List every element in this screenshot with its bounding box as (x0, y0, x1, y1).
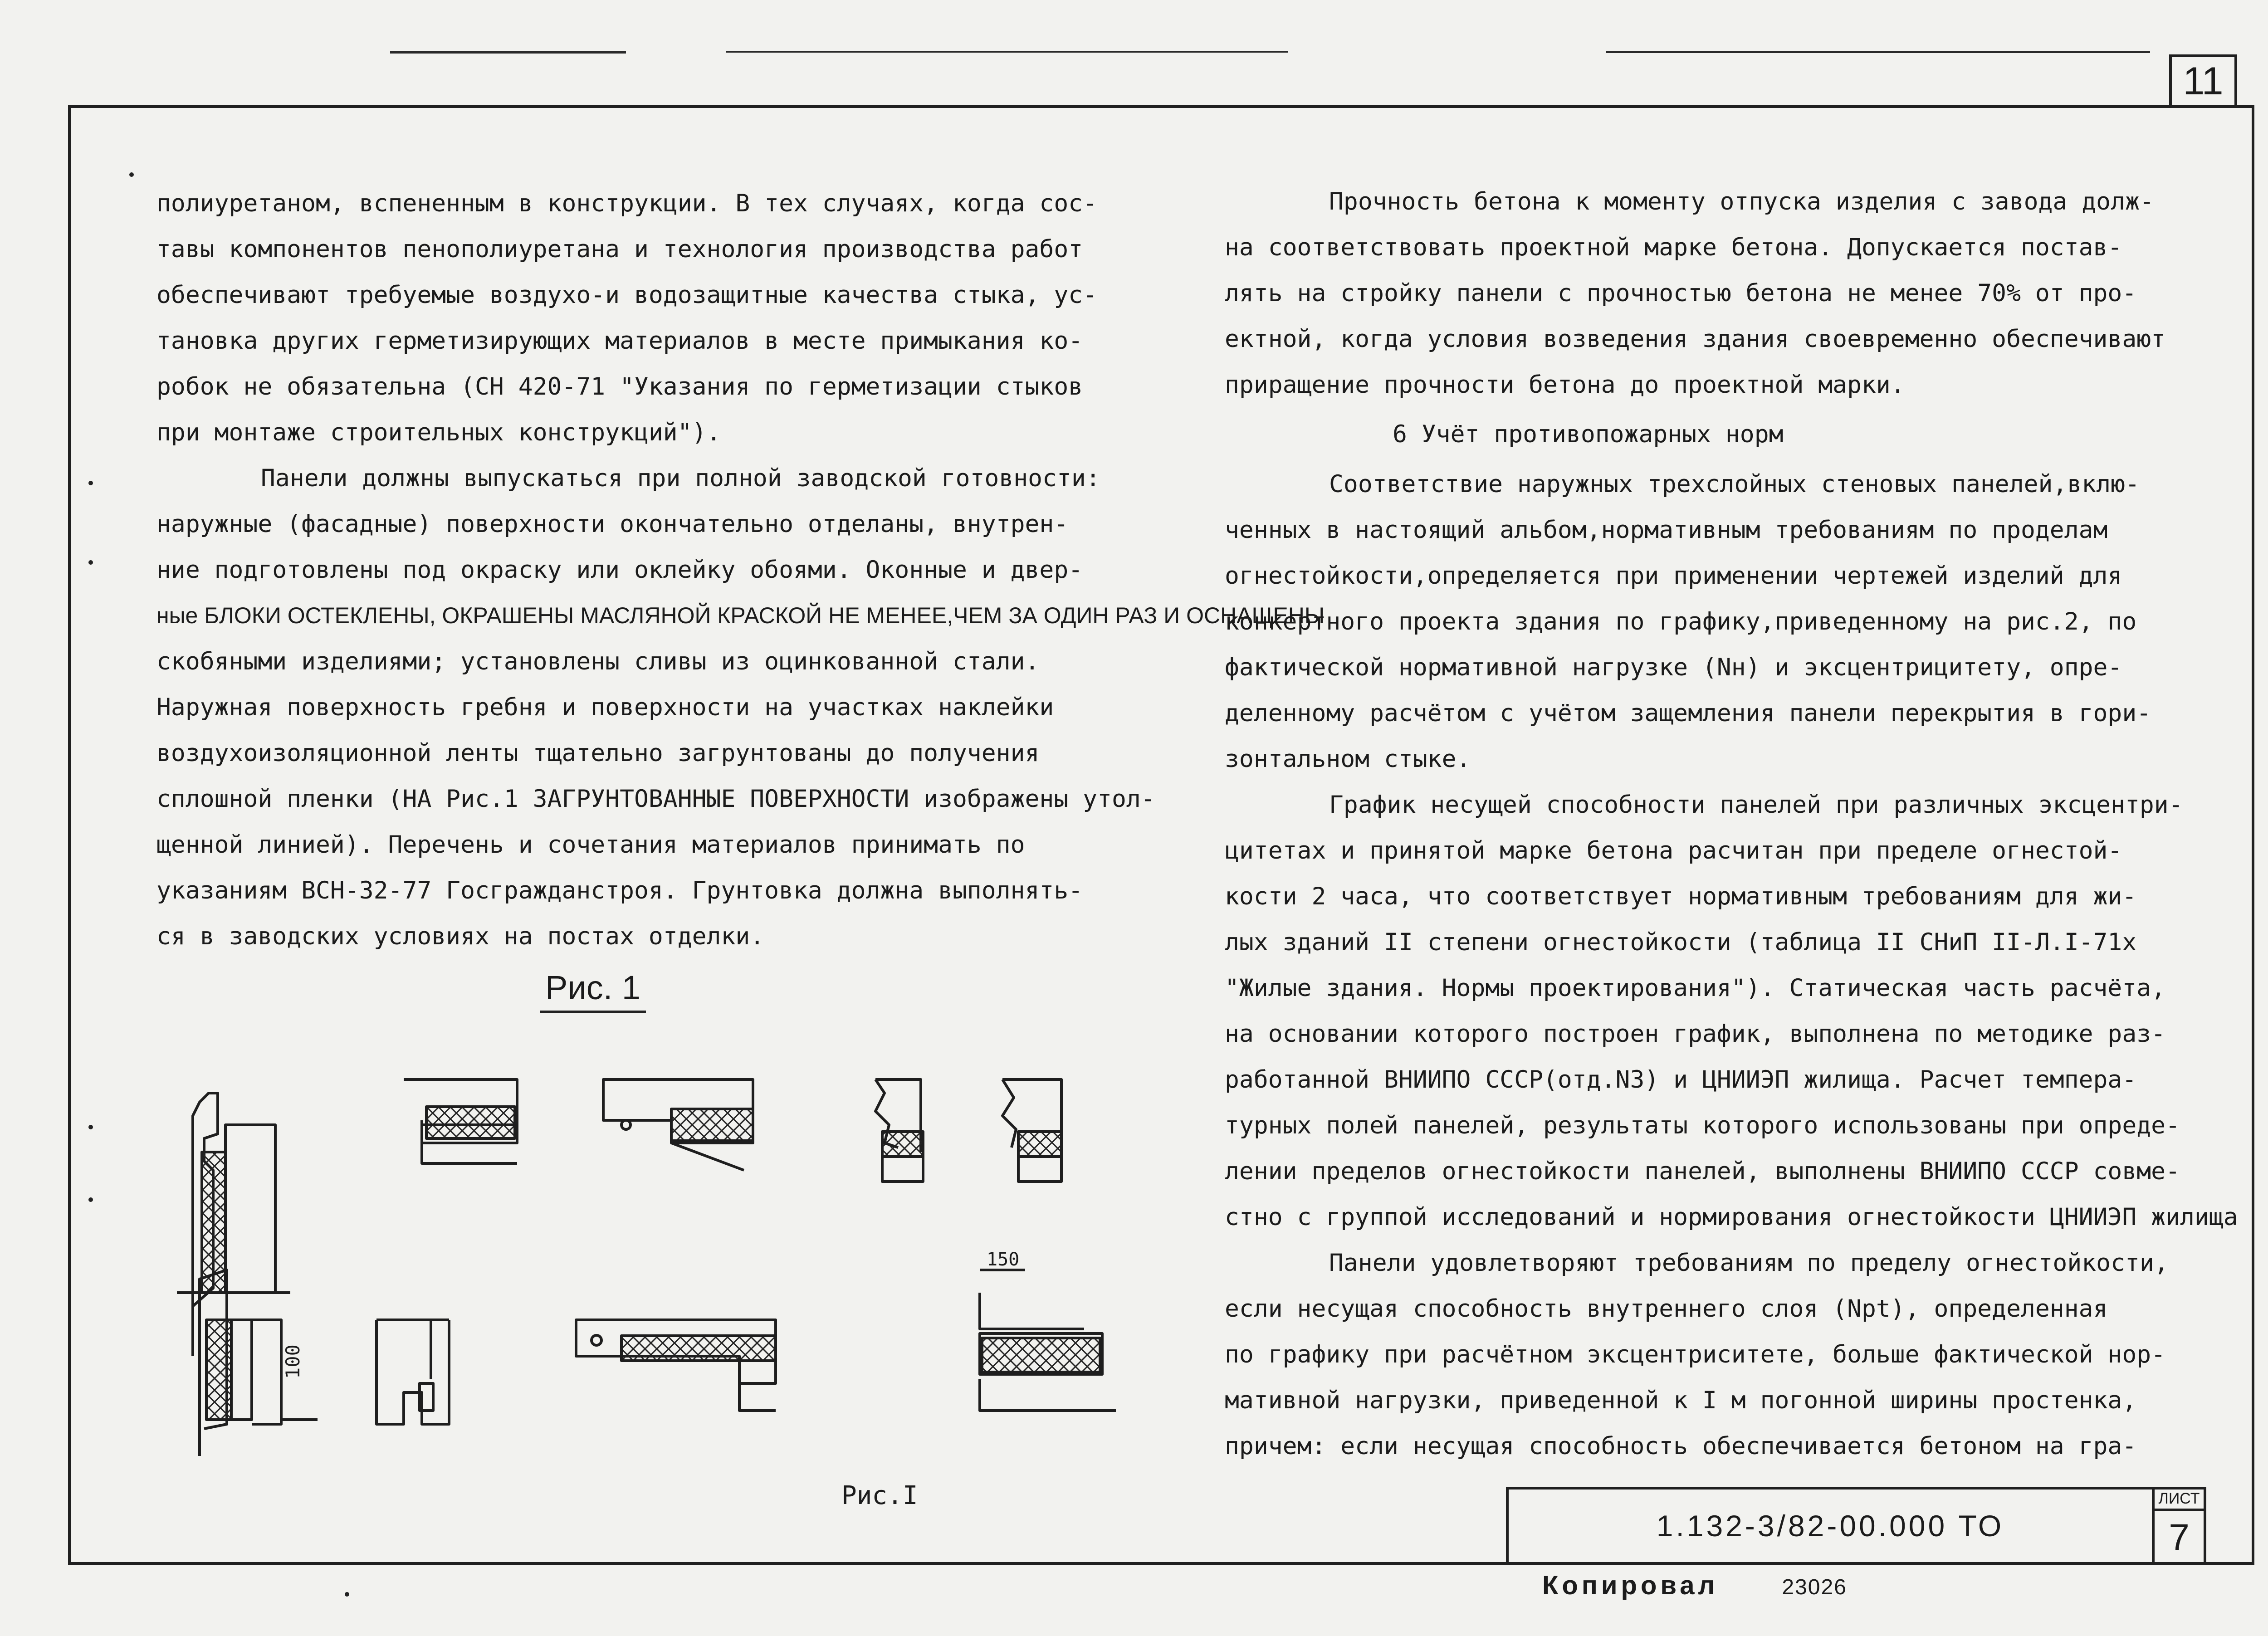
text-line: турных полей панелей, результаты которого использованы при опреде- (1225, 1112, 2180, 1139)
text-line: воздухоизоляционной ленты тщательно загрунтованы до получения (156, 739, 1040, 767)
text-line: конкертного проекта здания по графику,приведенному на рис.2, по (1225, 608, 2137, 635)
text-line: График несущей способности панелей при различных эксцентри- (1329, 791, 2183, 819)
text-line: сплошной пленки (НА Рис.1 ЗАГРУНТОВАННЫЕ ПОВЕРХНОСТИ изображены утол- (156, 785, 1155, 813)
top-streak-3 (1606, 51, 2150, 53)
left-paragraph-2 (156, 455, 1325, 959)
scan-speck (88, 1125, 93, 1129)
sheet-label: ЛИСТ (2155, 1489, 2204, 1511)
text-line: обеспечивают требуемые воздухо-и водозащитные качества стыка, ус- (156, 281, 1098, 309)
text-line: полиуретаном, вспененным в конструкции. В тех случаях, когда сос- (156, 190, 1098, 217)
right-column (1225, 179, 2238, 1469)
text-line: лении пределов огнестойкости панелей, выполнены ВНИИПО СССР совме- (1225, 1157, 2180, 1185)
scan-speck (88, 481, 93, 485)
text-line: лять на стройку панели с прочностью бетона не менее 70% от про- (1225, 279, 2137, 307)
text-line: тавы компонентов пенополиуретана и технология производства работ (156, 235, 1083, 263)
scan-speck (129, 172, 134, 177)
sheet-number: 7 (2169, 1517, 2190, 1558)
text-line: мативной нагрузки, приведенной к I м погонной ширины простенка, (1225, 1387, 2137, 1414)
copied-number: 23026 (1782, 1575, 1847, 1599)
joint-details-figure (150, 1066, 1148, 1465)
text-line: ектной, когда условия возведения здания своевременно обеспечивают (1225, 325, 2166, 353)
text-line: причем: если несущая способность обеспечивается бетоном на гра- (1225, 1432, 2137, 1460)
text-line: если несущая способность внутреннего слоя (Nрt), определенная (1225, 1295, 2108, 1323)
figure-caption: Рис.I (841, 1481, 918, 1510)
right-paragraph-3 (1225, 782, 2238, 1240)
text-line: робок не обязательна (СН 420-71 "Указания по герметизации стыков (156, 373, 1083, 400)
left-paragraph-1 (156, 181, 1325, 455)
left-column (156, 181, 1325, 959)
text-line: на соответствовать проектной марке бетона. Допускается постав- (1225, 234, 2122, 261)
text-line: лых зданий II степени огнестойкости (таблица II СНиП II-Л.I-71х (1225, 928, 2137, 956)
section-heading: 6 Учёт противопожарных норм (1393, 420, 1784, 448)
detail-5-panel (1002, 1079, 1061, 1182)
detail-9-panel (980, 1270, 1116, 1411)
dimension-100: 100 (282, 1344, 304, 1379)
text-line: Панели должны выпускаться при полной заводской готовности: (261, 464, 1100, 492)
right-paragraph-4 (1225, 1240, 2238, 1469)
text-line: фактической нормативной нагрузке (Nн) и эксцентрицитету, опре- (1225, 654, 2122, 681)
text-line: наружные (фасадные) поверхности окончательно отделаны, внутрен- (156, 510, 1069, 538)
text-line: по графику при расчётном эксцентриситете, больше фактической нор- (1225, 1341, 2166, 1368)
copied-stamp (1542, 1570, 1847, 1601)
text-line: скобяными изделиями; установлены сливы из оцинкованной стали. (156, 648, 1040, 675)
figure-title: Рис. 1 (540, 968, 646, 1013)
copied-label: Копировал (1542, 1571, 1719, 1600)
text-line: Соответствие наружных трехслойных стеновых панелей,вклю- (1329, 470, 2140, 498)
text-line: огнестойкости,определяется при применении чертежей изделий для (1225, 562, 2122, 590)
detail-4-panel (875, 1079, 923, 1182)
top-streak-2 (726, 51, 1288, 53)
text-line: тановка других герметизирующих материалов в месте примыкания ко- (156, 327, 1083, 355)
text-line: указаниям ВСН-32-77 Госгражданстроя. Грунтовка должна выполнять- (156, 877, 1083, 904)
detail-8-panel (576, 1320, 776, 1411)
text-line: ние подготовлены под окраску или оклейку обоями. Оконные и двер- (156, 556, 1083, 584)
text-line: зонтальном стыке. (1225, 745, 1471, 773)
text-line: приращение прочности бетона до проектной марки. (1225, 371, 1905, 399)
text-line: Прочность бетона к моменту отпуска изделия с завода долж- (1329, 188, 2154, 215)
title-block-sheet (2152, 1487, 2206, 1565)
text-line: Наружная поверхность гребня и поверхности на участках наклейки (156, 693, 1054, 721)
text-line: деленному расчётом с учётом защемления панели перекрытия в гори- (1225, 699, 2151, 727)
text-line: "Жилые здания. Нормы проектирования"). Статическая часть расчёта, (1225, 974, 2166, 1002)
detail-7-window-box (376, 1320, 449, 1424)
text-line: стно с группой исследований и нормирования огнестойкости ЦНИИЭП жилища (1225, 1203, 2238, 1231)
text-line: ся в заводских условиях на постах отделки. (156, 923, 765, 950)
detail-3-panel (603, 1079, 753, 1170)
detail-2-panel (404, 1079, 517, 1163)
text-line: Панели удовлетворяют требованиям по пределу огнестойкости, (1329, 1249, 2169, 1277)
scan-speck (88, 560, 93, 565)
text-line: ченных в настоящий альбом,нормативным требованиям по проделам (1225, 516, 2108, 544)
top-streak-1 (390, 51, 626, 54)
right-paragraph-1 (1225, 179, 2238, 408)
text-line: при монтаже строительных конструкций"). (156, 419, 721, 446)
detail-1-window-box (177, 1093, 290, 1356)
text-line: на основании которого построен график, выполнена по методике раз- (1225, 1020, 2166, 1048)
text-line: работанной ВНИИПО СССР(отд.N3) и ЦНИИЭП жилища. Расчет темпера- (1225, 1066, 2137, 1094)
dimension-150: 150 (987, 1249, 1020, 1270)
text-line: щенной линией). Перечень и сочетания материалов принимать по (156, 831, 1025, 859)
text-line: цитетах и принятой марке бетона расчитан при пределе огнестой- (1225, 837, 2122, 864)
text-line: кости 2 часа, что соответствует нормативным требованиям для жи- (1225, 883, 2137, 910)
scan-speck (88, 1197, 93, 1202)
right-paragraph-2 (1225, 461, 2238, 782)
text-line-handwritten: ные БЛОКИ ОСТЕКЛЕНЫ, ОКРАШЕНЫ МАСЛЯНОЙ КРАСКОЙ НЕ МЕНЕЕ,ЧЕМ ЗА ОДИН РАЗ И ОСНАЩЕНЫ (156, 603, 1325, 628)
sheet-corner-number: 11 (2169, 54, 2237, 105)
scan-speck (345, 1592, 349, 1597)
title-block-code: 1.132-3/82-00.000 ТО (1506, 1487, 2155, 1565)
